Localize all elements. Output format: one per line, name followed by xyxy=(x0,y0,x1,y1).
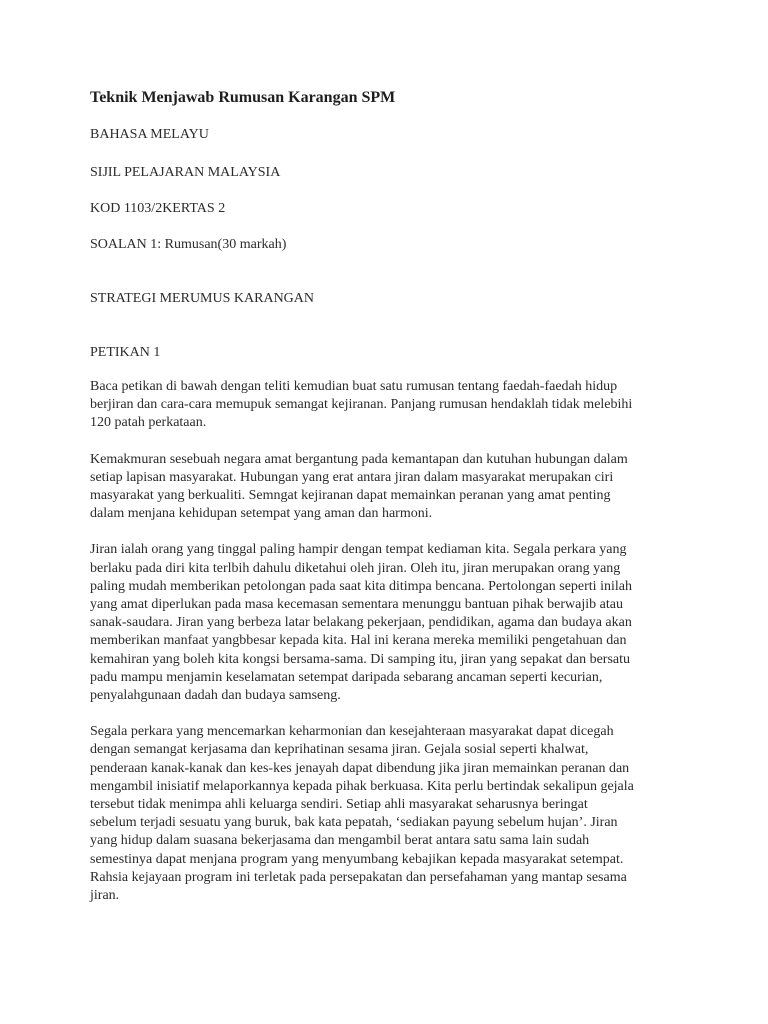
text-line: Jiran ialah orang yang tinggal paling hampir dengan tempat kediaman kita. Segala perkara yang xyxy=(90,542,627,558)
text-line: sanak-saudara. Jiran yang berbeza latar belakang pekerjaan, pendidikan, agama dan budaya akan xyxy=(90,615,632,631)
text-line: 120 patah perkataan. xyxy=(90,415,207,431)
text-line: sebelum terjadi sesuatu yang buruk, bak kata pepatah, ‘sediakan payung sebelum hujan’. Jiran xyxy=(90,815,618,831)
text-line: dengan semangat kerjasama dan keprihatinan sesama jiran. Gejala sosial seperti khalwat, xyxy=(90,742,589,758)
passage-paragraph-3 xyxy=(90,723,690,905)
text-line: paling mudah memberikan petolongan pada saat kita ditimpa bencana. Pertolongan seperti inilah xyxy=(90,578,632,594)
document-title: Teknik Menjawab Rumusan Karangan SPM xyxy=(90,89,396,106)
text-line: penyalahgunaan dadah dan budaya samseng. xyxy=(90,688,341,704)
text-line: mengambil inisiatif melaporkannya kepada pihak berkuasa. Kita perlu bertindak sekalipun gejala xyxy=(90,778,634,794)
text-line: yang amat diperlukan pada masa kecemasan sementara menunggu bantuan pihak berwajib atau xyxy=(90,597,623,613)
text-line: kemahiran yang boleh kita kongsi bersama-sama. Di samping itu, jiran yang sepakat dan bersatu xyxy=(90,651,631,667)
text-line: memberikan manfaat yangbbesar kepada kita. Hal ini kerana mereka memiliki pengetahuan dan xyxy=(90,633,627,649)
exam-line: SIJIL PELAJARAN MALAYSIA xyxy=(90,165,281,180)
passage-label: PETIKAN 1 xyxy=(90,345,161,360)
text-line: Kemakmuran sesebuah negara amat bergantung pada kemantapan dan kutuhan hubungan dalam xyxy=(90,451,628,467)
text-line: semestinya dapat menjana program yang menyumbang kebajikan kepada masyarakat setempat. xyxy=(90,851,624,867)
text-line: penderaan kanak-kanak dan kes-kes jenayah dapat dibendung jika jiran memainkan peranan dan xyxy=(90,760,630,776)
text-line: Baca petikan di bawah dengan teliti kemudian buat satu rumusan tentang faedah-faedah hidup xyxy=(90,379,618,394)
text-line: jiran. xyxy=(90,888,120,904)
text-line: dalam menjana kehidupan setempat yang aman dan harmoni. xyxy=(90,506,433,522)
text-line: Segala perkara yang mencemarkan keharmonian dan kesejahteraan masyarakat dapat dicegah xyxy=(90,724,614,740)
text-line: Rahsia kejayaan program ini terletak pada persepakatan dan persefahaman yang mantap sesama xyxy=(90,869,627,885)
passage-paragraph-2 xyxy=(90,541,690,705)
question-line: SOALAN 1: Rumusan(30 markah) xyxy=(90,237,287,252)
text-line: berjiran dan cara-cara memupuk semangat kejiranan. Panjang rumusan hendaklah tidak melebihi xyxy=(90,397,633,413)
passage-paragraph-1 xyxy=(90,451,690,524)
strategy-heading: STRATEGI MERUMUS KARANGAN xyxy=(90,291,315,306)
text-line: padu mampu menjamin keselamatan setempat daripada sebarang ancaman seperti kecurian, xyxy=(90,669,603,685)
document-page xyxy=(90,88,690,905)
code-line: KOD 1103/2KERTAS 2 xyxy=(90,201,226,216)
text-line: tersebut tidak menimpa ahli keluarga sendiri. Setiap ahli masyarakat seharusnya beringat xyxy=(90,797,588,813)
text-line: yang hidup dalam suasana bekerjasama dan mengambil berat antara satu sama lain sudah xyxy=(90,833,590,849)
text-line: setiap lapisan masyarakat. Hubungan yang erat antara jiran dalam masyarakat merupakan ciri xyxy=(90,469,614,485)
text-line: berlaku pada diri kita terlbih dahulu diketahui oleh jiran. Oleh itu, jiran merupakan orang yang xyxy=(90,560,621,576)
instruction-paragraph xyxy=(90,378,690,433)
subject-line: BAHASA MELAYU xyxy=(90,127,209,142)
text-line: masyarakat yang berkualiti. Semngat kejiranan dapat memainkan peranan yang amat penting xyxy=(90,488,611,504)
